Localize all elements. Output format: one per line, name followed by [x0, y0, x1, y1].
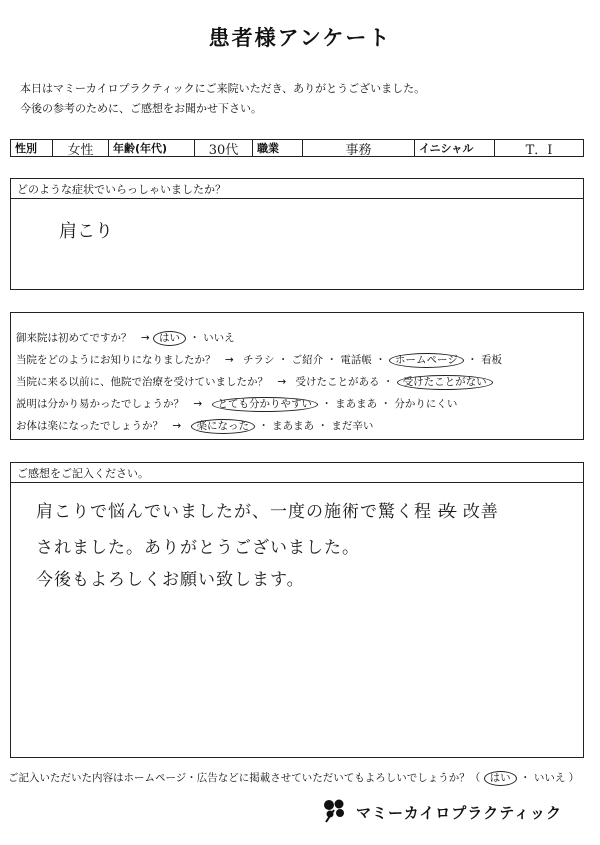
job-value[interactable]: 事務: [303, 140, 415, 156]
other-options[interactable]: ・ まあまあ ・ まだ辛い: [258, 420, 374, 432]
symptoms-question: どのような症状でいらっしゃいましたか？: [11, 179, 583, 199]
age-label: 年齢(年代): [109, 140, 195, 156]
selected-answer[interactable]: とても分かりやすい: [212, 397, 319, 412]
comment-line-2[interactable]: されました。ありがとうございました。: [36, 538, 360, 558]
question-body-relief: [16, 418, 373, 434]
question-text: 当院に来る以前に、他院で治療を受けていましたか？: [16, 376, 268, 388]
initial-value[interactable]: T．I: [525, 142, 553, 158]
comment-line-1[interactable]: [36, 497, 499, 522]
consent-other-options[interactable]: ・ いいえ ）: [519, 772, 580, 784]
question-first-visit: [16, 330, 235, 346]
selected-answer[interactable]: 受けたことがない: [397, 375, 493, 390]
arrow: →: [140, 332, 150, 344]
job-label: 職業: [253, 140, 303, 156]
question-explanation: [16, 396, 457, 412]
arrow: →: [277, 376, 287, 388]
brand-logo: [320, 796, 562, 828]
arrow: →: [193, 398, 203, 410]
comment-text: 改善: [462, 502, 499, 522]
comment-text: 肩こりで悩んでいましたが、一度の施術で驚く程: [36, 502, 432, 522]
other-options[interactable]: ・ いいえ: [189, 332, 235, 344]
intro-line-1: 本日はマミーカイロプラクティックにご来院いただき、ありがとうございました。: [20, 82, 426, 95]
page-title: 患者様アンケート: [208, 26, 392, 50]
question-other-clinic: [16, 374, 493, 390]
arrow: →: [172, 420, 182, 432]
other-options[interactable]: チラシ ・ ご紹介 ・ 電話帳 ・: [243, 354, 390, 366]
symptoms-answer[interactable]: 肩こり: [59, 221, 113, 242]
symptoms-box: [10, 178, 584, 290]
question-text: お体は楽になったでしょうか？: [16, 420, 163, 432]
gender-value[interactable]: 女性: [53, 140, 109, 156]
question-text: 当院をどのようにお知りになりましたか？: [16, 354, 216, 366]
other-options[interactable]: ・ 看板: [467, 354, 503, 366]
initial-label: イニシャル: [415, 140, 495, 156]
consent-question-text: ご記入いただいた内容はホームページ・広告などに掲載させていただいてもよろしいでしょうか？（: [8, 772, 481, 784]
brand-name: マミーカイロプラクティック: [356, 803, 563, 822]
other-options[interactable]: 受けたことがある ・: [295, 376, 397, 388]
question-referral: [16, 352, 502, 368]
publication-consent-question: [8, 770, 579, 786]
clover-icon: [320, 796, 348, 828]
question-text: 説明は分かり易かったでしょうか？: [16, 398, 184, 410]
selected-answer[interactable]: ホームページ: [389, 353, 464, 368]
other-options[interactable]: ・ まあまあ ・ 分かりにくい: [321, 398, 458, 410]
question-text: 御来院は初めてですか？: [16, 332, 132, 344]
intro-line-2: 今後の参考のために、ご感想をお聞かせ下さい。: [20, 102, 262, 115]
consent-selected-answer[interactable]: はい: [484, 771, 517, 786]
selected-answer[interactable]: はい: [153, 331, 186, 346]
arrow: →: [224, 354, 234, 366]
comments-label: ご感想をご記入ください。: [11, 463, 583, 483]
comment-line-3[interactable]: 今後もよろしくお願い致します。: [36, 570, 305, 590]
gender-label: 性別: [11, 140, 53, 156]
selected-answer[interactable]: 楽になった: [191, 419, 256, 434]
age-value[interactable]: 30代: [195, 140, 253, 156]
struck-out-text: 改: [438, 502, 457, 522]
basic-info-row: [10, 139, 584, 157]
